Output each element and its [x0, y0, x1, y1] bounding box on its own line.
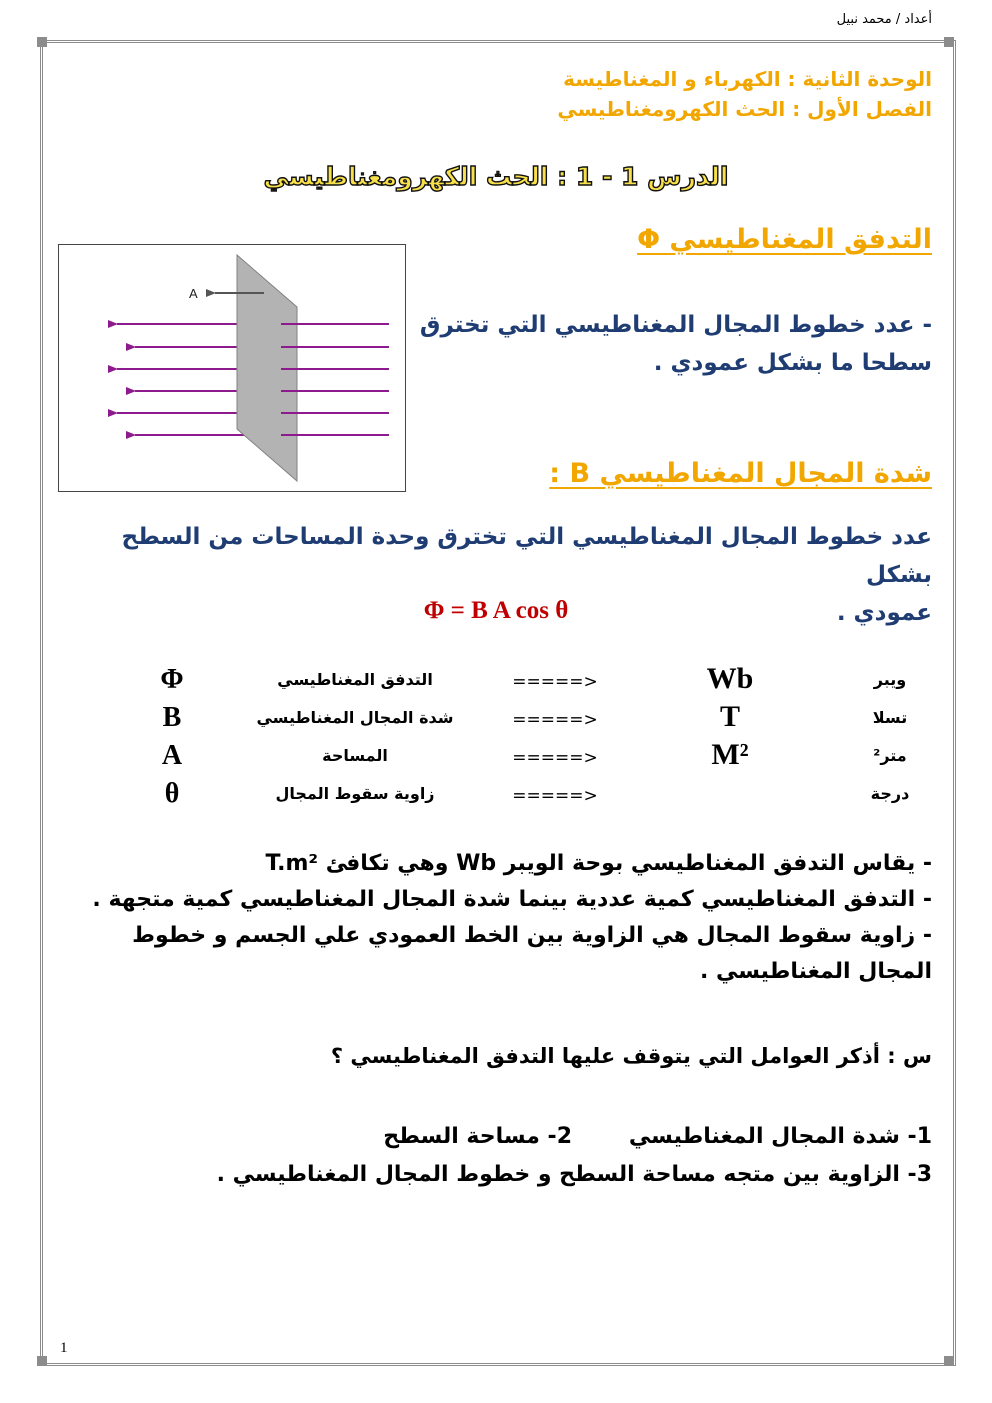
border-corner — [944, 37, 954, 47]
symbol: A — [161, 740, 183, 771]
note-item: - يقاس التدفق المغناطيسي بوحة الويبر Wb وهي تكافئ T.m² — [265, 851, 932, 876]
flux-diagram — [58, 244, 406, 492]
quantity-name: التدفق المغناطيسي — [277, 670, 433, 689]
unit-symbol: Wb — [706, 662, 754, 695]
field-definition-line2: عمودي . — [836, 600, 932, 626]
unit-name: تسلا — [872, 708, 908, 727]
unit-name: متر² — [873, 746, 907, 765]
table-row — [60, 780, 932, 818]
flux-definition-line2: سطحا ما بشكل عمودي . — [653, 350, 932, 376]
unit-name: ويبر — [873, 670, 907, 689]
unit-header — [557, 64, 932, 124]
question: س : أذكر العوامل التي يتوقف عليها التدفق المغناطيسي ؟ — [330, 1044, 932, 1068]
note-item: - زاوية سقوط المجال هي الزاوية بين الخط العمودي علي الجسم و خطوط المجال المغناطيسي . — [132, 923, 932, 984]
answer-item: 1- شدة المجال المغناطيسي — [628, 1124, 932, 1149]
field-heading: شدة المجال المغناطيسي B : — [549, 458, 932, 489]
unit-title: الوحدة الثانية : الكهرباء و المغناطيسة — [563, 67, 932, 91]
table-row — [60, 700, 932, 742]
answer-item: 3- الزاوية بين متجه مساحة السطح و خطوط المجال المغناطيسي . — [216, 1162, 932, 1187]
unit-symbol: T — [719, 700, 740, 733]
symbol: B — [162, 702, 182, 733]
flux-definition-line1: - عدد خطوط المجال المغناطيسي التي تخترق — [419, 312, 932, 338]
author-credit: أعداد / محمد نبيل — [836, 12, 932, 27]
table-row — [60, 662, 932, 704]
flux-heading: التدفق المغناطيسي Φ — [637, 224, 932, 255]
flux-formula: Φ = B A cos θ — [423, 597, 569, 624]
quantity-name: زاوية سقوط المجال — [275, 784, 435, 803]
notes-list — [52, 846, 932, 990]
quantity-name: المساحة — [322, 746, 388, 765]
flux-definition — [420, 306, 932, 382]
table-row — [60, 738, 932, 780]
area-vector-label: A — [189, 286, 198, 301]
quantity-name: شدة المجال المغناطيسي — [256, 708, 454, 727]
arrow: =====> — [512, 672, 598, 692]
lesson-title: الدرس 1 - 1 : الحث الكهرومغناطيسي — [263, 162, 729, 191]
border-corner — [37, 1356, 47, 1366]
symbol: θ — [164, 778, 180, 809]
border-corner — [944, 1356, 954, 1366]
unit-name: درجة — [870, 784, 910, 803]
answer-item: 2- مساحة السطح — [383, 1124, 572, 1149]
arrow: =====> — [512, 710, 598, 730]
unit-symbol: M² — [711, 738, 749, 771]
symbol: Φ — [160, 664, 184, 695]
border-corner — [37, 37, 47, 47]
arrow: =====> — [512, 748, 598, 768]
chapter-title: الفصل الأول : الحث الكهرومغناطيسي — [557, 97, 932, 121]
field-definition-line1: عدد خطوط المجال المغناطيسي التي تخترق وحدة المساحات من السطح بشكل — [121, 524, 932, 588]
arrow: =====> — [512, 786, 598, 806]
field-lines-svg — [59, 245, 405, 491]
page-number: 1 — [60, 1340, 68, 1356]
note-item: - التدفق المغناطيسي كمية عددية بينما شدة المجال المغناطيسي كمية متجهة . — [92, 887, 932, 912]
